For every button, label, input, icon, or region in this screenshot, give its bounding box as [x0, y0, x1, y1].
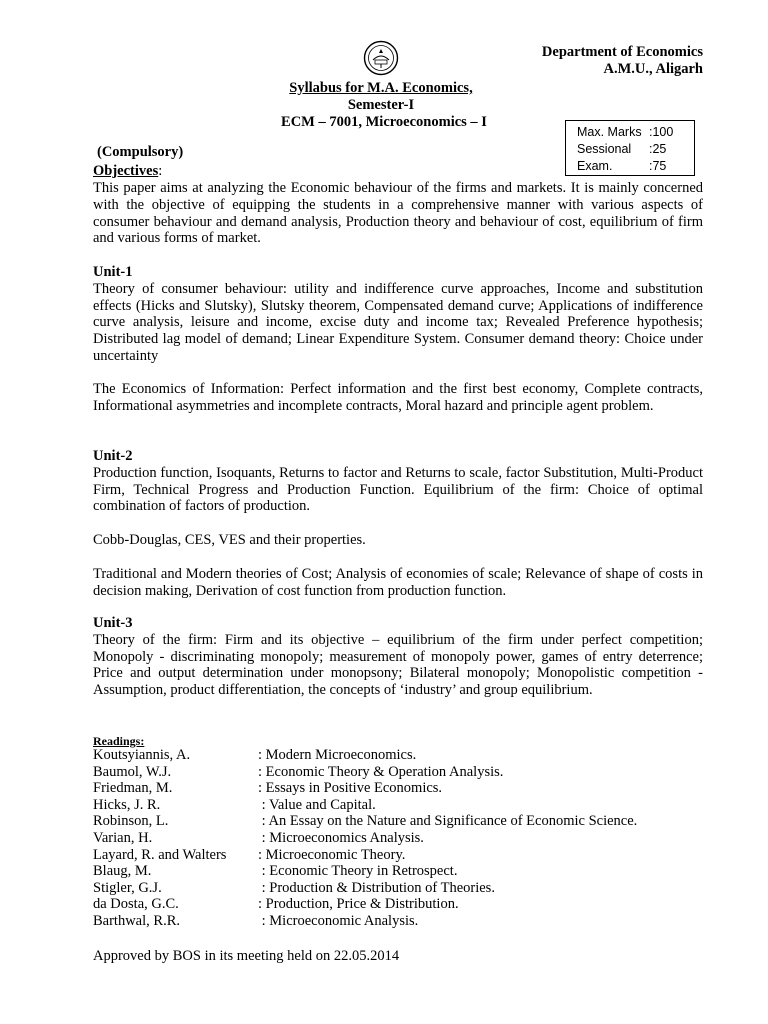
- reading-title: : Production & Distribution of Theories.: [258, 879, 495, 896]
- reading-title: : Economic Theory in Retrospect.: [258, 863, 458, 880]
- reading-author: Layard, R. and Walters: [93, 846, 227, 863]
- marks-row-max: [577, 124, 694, 141]
- reading-item: [93, 880, 637, 897]
- objectives-heading: Objectives: [93, 163, 159, 179]
- reading-title: : Economic Theory & Operation Analysis.: [258, 763, 504, 780]
- reading-author: Baumol, W.J.: [93, 763, 172, 780]
- unit-2-para-2: Cobb-Douglas, CES, VES and their properties.: [93, 532, 366, 548]
- marks-value: :25: [649, 142, 667, 156]
- reading-item: [93, 863, 637, 880]
- department-name: Department of Economics: [541, 44, 703, 60]
- marks-box: [565, 120, 695, 176]
- unit-1-para-1: Theory of consumer behaviour: utility and indifference curve approaches, Income and substitution effects (Hicks and Slutsky), Slutsky theorem, Compensated demand curve; Applications of indifference curve analysis, leisure and income, excise duty and income tax; Revealed Preference hypothesis; Distributed lag model of demand; Linear Expenditure System. Consumer demand theory: Choice under uncertainty: [93, 280, 703, 364]
- unit-1-para-2: The Economics of Information: Perfect information and the first best economy, Complete contracts, Informational asymmetries and incomplete contracts, Moral hazard and principle agent problem.: [93, 381, 703, 414]
- unit-1-section: [93, 264, 703, 365]
- unit-2-heading: Unit-2: [93, 448, 133, 464]
- marks-row-sessional: [577, 141, 694, 158]
- unit-2-cobb-douglas: [93, 532, 703, 549]
- reading-title: : Production, Price & Distribution.: [258, 896, 459, 913]
- reading-title: : An Essay on the Nature and Significance of Economic Science.: [258, 813, 638, 830]
- reading-author: Friedman, M.: [93, 780, 173, 797]
- objectives-section: [93, 180, 703, 247]
- marks-row-exam: [577, 158, 694, 175]
- reading-item: [93, 913, 637, 930]
- reading-author: Koutsyiannis, A.: [93, 747, 191, 763]
- unit-3-para-1: Theory of the firm: Firm and its objective – equilibrium of the firm under perfect competition; Monopoly - discriminating monopoly; measurement of monopoly power, games of entry deterrence; Price and output determination under monopsony; Bilateral monopoly; Monopolistic competition - Assumption, product differentiation, the concepts of ‘industry’ and group equilibrium.: [93, 631, 703, 699]
- reading-item: [93, 896, 637, 913]
- unit-1-heading: Unit-1: [93, 264, 133, 280]
- reading-author: da Dosta, G.C.: [93, 896, 179, 913]
- readings-heading: Readings:: [93, 734, 145, 748]
- unit-1-information-section: [93, 381, 703, 415]
- objectives-colon: :: [158, 163, 163, 179]
- reading-title: : Essays in Positive Economics.: [258, 780, 443, 797]
- reading-title: : Microeconomic Theory.: [258, 846, 406, 863]
- reading-item: [93, 780, 637, 797]
- reading-item: [93, 797, 637, 814]
- unit-3-heading: Unit-3: [93, 615, 133, 631]
- reading-title: : Microeconomics Analysis.: [258, 829, 424, 846]
- objectives-text: This paper aims at analyzing the Economic behaviour of the firms and markets. It is mainly concerned with the objective of equipping the students in a comprehensive manner with various aspects of consumer behaviour and demand analysis, Production theory and behaviour of cost, equilibrium of firm and various forms of market.: [93, 180, 703, 247]
- reading-item: [93, 830, 637, 847]
- reading-author: Stigler, G.J.: [93, 879, 162, 896]
- university-name: A.M.U., Aligarh: [603, 61, 703, 77]
- reading-title: : Value and Capital.: [258, 796, 376, 813]
- marks-value: :75: [649, 159, 667, 173]
- marks-label: Exam.: [577, 159, 613, 173]
- approval-note: Approved by BOS in its meeting held on 22.05.2014: [93, 948, 400, 964]
- reading-author: Robinson, L.: [93, 813, 169, 830]
- readings-list: [93, 747, 637, 930]
- marks-value: :100: [649, 125, 674, 139]
- marks-label: Max. Marks: [577, 125, 642, 139]
- syllabus-title: Syllabus for M.A. Economics,: [289, 80, 473, 96]
- marks-label: Sessional: [577, 142, 632, 156]
- compulsory-label: (Compulsory): [97, 144, 184, 160]
- reading-item: [93, 847, 637, 864]
- unit-2-cost-section: [93, 566, 703, 600]
- objectives-heading-line: [93, 163, 162, 180]
- unit-2-para-3: Traditional and Modern theories of Cost; Analysis of economies of scale; Relevance of shape of costs in decision making, Derivation of cost function from production function.: [93, 566, 703, 599]
- course-code-title: ECM – 7001, Microeconomics – I: [281, 114, 487, 130]
- reading-item: [93, 813, 637, 830]
- reading-title: : Microeconomic Analysis.: [258, 912, 419, 929]
- reading-item: [93, 747, 637, 764]
- reading-author: Hicks, J. R.: [93, 796, 161, 813]
- reading-title: : Modern Microeconomics.: [258, 747, 417, 763]
- department-block: [542, 44, 703, 78]
- unit-2-para-1: Production function, Isoquants, Returns to factor and Returns to scale, factor Substitution, Multi-Product Firm, Technical Progress and Production Function. Equilibrium of the firm: Choice of optimal combination of factors of production.: [93, 464, 703, 515]
- reading-author: Blaug, M.: [93, 863, 152, 880]
- semester-label: Semester-I: [347, 97, 415, 113]
- reading-author: Varian, H.: [93, 829, 153, 846]
- university-seal-icon: [363, 40, 399, 76]
- reading-author: Barthwal, R.R.: [93, 912, 180, 929]
- unit-3-section: [93, 615, 703, 699]
- reading-item: [93, 764, 637, 781]
- unit-2-section: [93, 448, 703, 515]
